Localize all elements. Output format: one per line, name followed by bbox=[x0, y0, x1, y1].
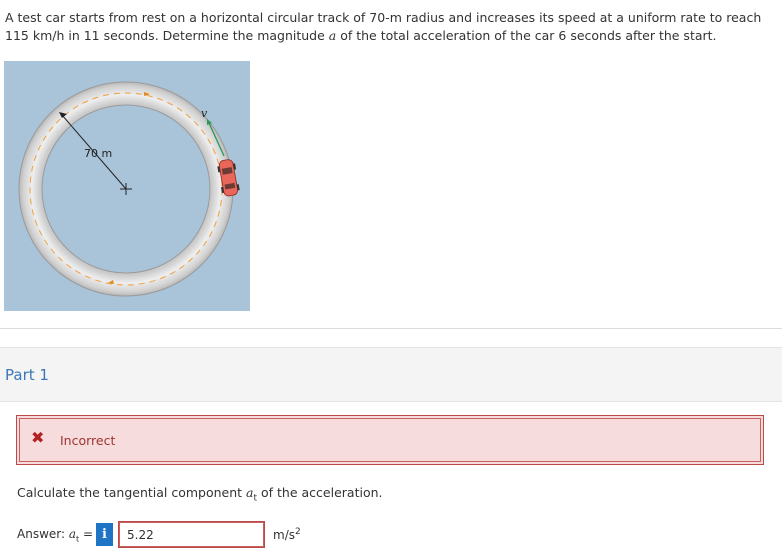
question-var-sub: t bbox=[253, 493, 258, 504]
part-header bbox=[0, 347, 782, 402]
part-title: Part 1 bbox=[5, 366, 49, 384]
radius-label: 70 m bbox=[84, 147, 113, 160]
circular-track-diagram bbox=[4, 61, 250, 311]
question-prompt bbox=[17, 485, 383, 504]
answer-var-sub: t bbox=[76, 534, 80, 544]
question-var: a bbox=[246, 485, 254, 500]
problem-var-a: a bbox=[328, 28, 337, 43]
problem-text-2: of the total acceleration of the car 6 seconds after the start. bbox=[336, 28, 717, 43]
question-text-2: of the acceleration. bbox=[257, 485, 383, 500]
close-x-icon: ✖ bbox=[31, 428, 45, 447]
answer-input[interactable] bbox=[118, 521, 265, 548]
problem-text-1: A test car starts from rest on a horizontal circular track of 70-m radius and increases its speed at a uniform rate to reach 115 km/h in 11 seconds. Determine the magnitude bbox=[5, 10, 762, 43]
velocity-label: v bbox=[201, 107, 208, 120]
answer-equals: = bbox=[79, 527, 94, 541]
info-icon: i bbox=[102, 527, 107, 542]
track-figure bbox=[4, 61, 250, 311]
answer-label bbox=[17, 527, 93, 543]
question-text-1: Calculate the tangential component bbox=[17, 485, 247, 500]
answer-label-prefix: Answer: bbox=[17, 527, 69, 541]
feedback-alert bbox=[16, 415, 764, 465]
answer-var: a bbox=[68, 527, 76, 541]
info-button[interactable] bbox=[96, 523, 113, 546]
feedback-status: Incorrect bbox=[60, 433, 116, 448]
problem-statement bbox=[5, 9, 775, 45]
unit-base: m/s bbox=[273, 528, 295, 542]
unit-exponent: 2 bbox=[294, 527, 301, 537]
answer-unit bbox=[273, 527, 301, 542]
section-divider bbox=[0, 328, 782, 329]
answer-row bbox=[17, 521, 717, 549]
